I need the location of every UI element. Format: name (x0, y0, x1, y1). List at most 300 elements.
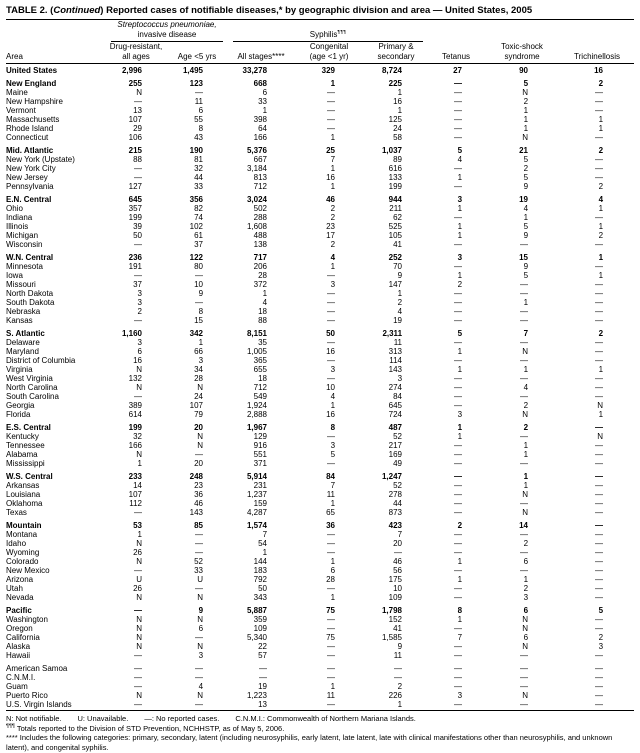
col-area: Area (6, 52, 106, 64)
area-cell: Michigan (6, 231, 39, 240)
value-cell: — (595, 664, 604, 673)
value-cell: — (595, 356, 604, 365)
value-cell: 2 (598, 329, 604, 338)
value-cell: N (136, 450, 142, 459)
table-row (6, 441, 634, 450)
value-cell: 4 (262, 298, 268, 307)
area-cell: Mountain (6, 521, 42, 530)
value-cell: 1,924 (246, 401, 268, 410)
value-cell: — (454, 450, 463, 459)
sub-header-row (6, 42, 634, 52)
value-cell: 52 (393, 432, 403, 441)
area-cell: Pacific (6, 606, 32, 615)
value-cell: 1 (457, 365, 463, 374)
value-cell: 2 (523, 97, 529, 106)
value-cell: — (327, 271, 336, 280)
value-cell: — (327, 548, 336, 557)
value-cell: 1 (397, 700, 403, 709)
area-cell: District of Columbia (6, 356, 76, 365)
value-cell: — (454, 338, 463, 347)
value-cell: 10 (393, 584, 403, 593)
value-cell: 226 (388, 691, 403, 700)
value-cell: — (520, 530, 529, 539)
area-cell: New Mexico (6, 566, 50, 575)
value-cell: — (195, 700, 204, 709)
value-cell: 191 (128, 262, 142, 271)
value-cell: 109 (388, 593, 403, 602)
value-cell: 7 (457, 633, 463, 642)
value-cell: 2,888 (246, 410, 268, 419)
value-cell: — (454, 240, 463, 249)
col-toxic-shock-line1: Toxic-shock (501, 42, 543, 51)
value-cell: — (134, 673, 142, 682)
value-cell: 5,914 (246, 472, 268, 481)
value-cell: 132 (128, 374, 142, 383)
footnote-allstages-mark: **** (6, 733, 18, 742)
col-all-stages (228, 52, 294, 64)
area-cell: Utah (6, 584, 23, 593)
table-row (6, 356, 634, 365)
area-cell: Wyoming (6, 548, 40, 557)
value-cell: 39 (133, 222, 142, 231)
value-cell: 143 (388, 365, 403, 374)
value-cell: — (520, 432, 529, 441)
value-cell: 74 (194, 213, 204, 222)
value-cell: 50 (326, 329, 336, 338)
value-cell: 107 (189, 401, 204, 410)
value-cell: — (595, 593, 604, 602)
value-cell: 37 (133, 280, 142, 289)
value-cell: 89 (393, 155, 403, 164)
value-cell: — (454, 124, 463, 133)
value-cell: — (454, 289, 463, 298)
value-cell: 2 (598, 231, 604, 240)
value-cell: 1 (457, 432, 463, 441)
value-cell: — (454, 624, 463, 633)
value-cell: 53 (133, 521, 142, 530)
value-cell: — (520, 499, 529, 508)
value-cell: — (454, 79, 463, 88)
value-cell: — (394, 673, 403, 682)
table-row (6, 262, 634, 271)
value-cell: 1,608 (246, 222, 268, 231)
value-cell: — (520, 392, 529, 401)
value-cell: 1 (598, 124, 604, 133)
value-cell: 88 (258, 316, 268, 325)
value-cell: N (522, 615, 529, 624)
value-cell: — (195, 664, 204, 673)
value-cell: N (197, 432, 204, 441)
value-cell: N (136, 642, 142, 651)
value-cell: 199 (128, 423, 142, 432)
value-cell: 551 (253, 450, 268, 459)
value-cell: 44 (393, 499, 403, 508)
value-cell: 50 (133, 231, 142, 240)
area-cell: South Carolina (6, 392, 59, 401)
area-cell: United States (6, 66, 58, 75)
value-cell: 106 (128, 133, 142, 142)
value-cell: — (595, 173, 604, 182)
value-cell: — (454, 539, 463, 548)
legend-no-reported-cases: —: No reported cases. (144, 714, 220, 723)
value-cell: 4 (457, 155, 463, 164)
value-cell: 502 (253, 204, 268, 213)
value-cell: 2,996 (121, 66, 142, 75)
footnote-syphilis-mark: ¶¶¶ (6, 723, 15, 729)
value-cell: 1 (523, 450, 529, 459)
value-cell: — (595, 459, 604, 468)
value-cell: 372 (253, 280, 268, 289)
value-cell: 357 (128, 204, 142, 213)
value-cell: — (195, 548, 204, 557)
value-cell: 123 (189, 79, 204, 88)
value-cell: — (454, 88, 463, 97)
value-cell: N (136, 691, 142, 700)
table-row (6, 280, 634, 289)
area-cell: Delaware (6, 338, 40, 347)
value-cell: — (595, 423, 604, 432)
value-cell: — (134, 651, 142, 660)
value-cell: 102 (189, 222, 204, 231)
table-row (6, 347, 634, 356)
value-cell: 712 (253, 182, 268, 191)
syphilis-group-label (233, 30, 423, 42)
col-congenital-line1: Congenital (309, 42, 349, 51)
value-cell: 8,724 (381, 66, 403, 75)
value-cell: — (595, 316, 604, 325)
value-cell: 1 (523, 298, 529, 307)
value-cell: 3,184 (246, 164, 268, 173)
area-cell: Massachusetts (6, 115, 60, 124)
table-row (6, 682, 634, 691)
value-cell: — (595, 441, 604, 450)
table-row (6, 231, 634, 240)
table-row (6, 401, 634, 410)
value-cell: 1 (330, 401, 336, 410)
value-cell: — (327, 664, 336, 673)
value-cell: 549 (253, 392, 268, 401)
value-cell: 3 (137, 289, 142, 298)
value-cell: — (454, 374, 463, 383)
value-cell: 4 (598, 195, 604, 204)
value-cell: 359 (253, 615, 268, 624)
value-cell: 231 (253, 481, 268, 490)
value-cell: 1 (457, 615, 463, 624)
footnote-syphilis-text: Totals reported to the Division of STD Prevention, NCHHSTP, as of May 5, 2006. (16, 723, 285, 733)
value-cell: N (597, 432, 604, 441)
value-cell: 1 (523, 115, 529, 124)
value-cell: N (136, 593, 142, 602)
value-cell: 6 (198, 106, 204, 115)
value-cell: 46 (194, 499, 204, 508)
value-cell: 525 (388, 222, 403, 231)
value-cell: N (136, 624, 142, 633)
area-cell: New York City (6, 164, 56, 173)
table-row (6, 490, 634, 499)
table-row (6, 642, 634, 651)
area-cell: Montana (6, 530, 38, 539)
value-cell: N (522, 88, 529, 97)
table-row (6, 106, 634, 115)
area-cell: Connecticut (6, 133, 49, 142)
value-cell: 1 (457, 347, 463, 356)
value-cell: 343 (253, 593, 268, 602)
value-cell: 616 (388, 164, 403, 173)
area-cell: Nevada (6, 593, 34, 602)
value-cell: — (134, 316, 142, 325)
value-cell: — (595, 347, 604, 356)
value-cell: 33 (194, 566, 204, 575)
value-cell: — (259, 673, 268, 682)
value-cell: — (195, 88, 204, 97)
value-cell: 5 (457, 329, 463, 338)
area-cell: New Jersey (6, 173, 48, 182)
value-cell: 1 (330, 133, 336, 142)
value-cell: 233 (128, 472, 142, 481)
value-cell: 20 (393, 539, 403, 548)
value-cell: — (195, 271, 204, 280)
value-cell: 398 (253, 115, 268, 124)
value-cell: 10 (326, 383, 336, 392)
value-cell: 16 (326, 347, 336, 356)
value-cell: N (197, 383, 204, 392)
value-cell: — (595, 88, 604, 97)
value-cell: 1 (457, 204, 463, 213)
value-cell: N (522, 642, 529, 651)
value-cell: 5,376 (246, 146, 268, 155)
value-cell: 8,151 (246, 329, 268, 338)
value-cell: N (522, 347, 529, 356)
value-cell: N (522, 133, 529, 142)
area-cell: Georgia (6, 401, 35, 410)
area-cell: Tennessee (6, 441, 45, 450)
value-cell: N (522, 691, 529, 700)
value-cell: 66 (194, 347, 204, 356)
value-cell: 1 (262, 106, 268, 115)
value-cell: — (595, 262, 604, 271)
table-row (6, 432, 634, 441)
value-cell: 9 (198, 289, 204, 298)
value-cell: 7 (330, 155, 336, 164)
area-cell: Ohio (6, 204, 23, 213)
table-row (6, 557, 634, 566)
value-cell: — (454, 700, 463, 709)
value-cell: — (595, 450, 604, 459)
value-cell: 24 (393, 124, 403, 133)
value-cell: — (520, 307, 529, 316)
area-cell: Kansas (6, 316, 33, 325)
value-cell: 6 (523, 633, 529, 642)
value-cell: — (595, 575, 604, 584)
value-cell: — (134, 664, 142, 673)
area-cell: S. Atlantic (6, 329, 45, 338)
value-cell: 3 (598, 642, 604, 651)
value-cell: N (597, 401, 604, 410)
table-row (6, 423, 634, 432)
value-cell: — (520, 682, 529, 691)
value-cell: — (595, 164, 604, 173)
footnotes (6, 710, 634, 752)
value-cell: 1 (457, 557, 463, 566)
legend-unavailable: U: Unavailable. (77, 714, 129, 723)
col-drug-resistant-line1: Drug-resistant, (109, 42, 163, 51)
value-cell: 1 (523, 472, 529, 481)
value-cell: 1 (457, 231, 463, 240)
value-cell: 1 (523, 481, 529, 490)
table-row (6, 124, 634, 133)
value-cell: — (327, 316, 336, 325)
value-cell: 944 (388, 195, 403, 204)
value-cell: 2 (598, 633, 604, 642)
value-cell: — (134, 173, 142, 182)
table-row (6, 499, 634, 508)
value-cell: 70 (393, 262, 403, 271)
value-cell: — (595, 374, 604, 383)
value-cell: 1 (397, 106, 403, 115)
value-cell: 712 (253, 383, 268, 392)
value-cell: 9 (523, 182, 529, 191)
value-cell: — (327, 700, 336, 709)
value-cell: — (520, 700, 529, 709)
table-row (6, 271, 634, 280)
value-cell: — (454, 642, 463, 651)
value-cell: 15 (519, 253, 529, 262)
value-cell: 2,311 (382, 329, 403, 338)
value-cell: — (595, 97, 604, 106)
value-cell: — (595, 566, 604, 575)
area-cell: Pennsylvania (6, 182, 54, 191)
value-cell: 109 (253, 624, 268, 633)
value-cell: 114 (389, 356, 403, 365)
value-cell: 9 (198, 606, 204, 615)
value-cell: — (595, 383, 604, 392)
value-cell: 2 (330, 204, 336, 213)
table-row (6, 633, 634, 642)
area-cell: South Dakota (6, 298, 55, 307)
value-cell: 2 (523, 423, 529, 432)
table-row (6, 97, 634, 106)
value-cell: 1 (330, 557, 336, 566)
table-row (6, 146, 634, 155)
value-cell: 916 (253, 441, 268, 450)
table-row (6, 222, 634, 231)
value-cell: — (195, 530, 204, 539)
value-cell: — (327, 539, 336, 548)
area-cell: Maine (6, 88, 28, 97)
table-row (6, 459, 634, 468)
value-cell: 6 (523, 606, 529, 615)
value-cell: — (520, 240, 529, 249)
value-cell: 22 (258, 642, 268, 651)
value-cell: 199 (388, 182, 403, 191)
value-cell: 655 (253, 365, 268, 374)
value-cell: 166 (128, 441, 142, 450)
col-tetanus: Tetanus (428, 52, 484, 64)
value-cell: 9 (397, 271, 403, 280)
value-cell: — (520, 289, 529, 298)
value-cell: 1,005 (246, 347, 268, 356)
value-cell: — (134, 566, 142, 575)
table-row (6, 410, 634, 419)
footnote-allstages (6, 733, 634, 752)
footnote-syphilis (6, 724, 634, 734)
table-row (6, 700, 634, 709)
value-cell: N (197, 615, 204, 624)
value-cell: — (195, 673, 204, 682)
value-cell: 19 (393, 316, 403, 325)
value-cell: 11 (393, 651, 403, 660)
value-cell: — (327, 88, 336, 97)
value-cell: — (327, 307, 336, 316)
value-cell: — (327, 106, 336, 115)
value-cell: 44 (194, 173, 204, 182)
value-cell: 34 (194, 365, 204, 374)
value-cell: 127 (128, 182, 142, 191)
value-cell: 11 (194, 97, 204, 106)
value-cell: 2 (330, 213, 336, 222)
value-cell: 2 (598, 182, 604, 191)
group-header-row-1 (6, 20, 634, 30)
area-cell: Hawaii (6, 651, 31, 660)
value-cell: 41 (393, 624, 403, 633)
value-cell: — (134, 606, 142, 615)
value-cell: 1,574 (246, 521, 268, 530)
area-cell: Virginia (6, 365, 33, 374)
value-cell: — (454, 213, 463, 222)
col-primary-secondary-line1: Primary & (378, 42, 414, 51)
table-row (6, 115, 634, 124)
area-cell: Indiana (6, 213, 33, 222)
table-row (6, 329, 634, 338)
value-cell: 13 (258, 700, 268, 709)
col-trichinellosis: Trichinellosis (560, 52, 634, 64)
value-cell: N (136, 633, 142, 642)
value-cell: — (327, 124, 336, 133)
value-cell: 1 (523, 365, 529, 374)
value-cell: — (595, 615, 604, 624)
value-cell: 19 (519, 195, 529, 204)
value-cell: — (195, 298, 204, 307)
value-cell: — (454, 481, 463, 490)
value-cell: 1 (598, 253, 604, 262)
value-cell: 1 (198, 338, 204, 347)
value-cell: — (520, 651, 529, 660)
col-toxic-shock-line2: syndrome (484, 52, 560, 64)
value-cell: 18 (258, 374, 268, 383)
value-cell: — (595, 539, 604, 548)
value-cell: 36 (194, 490, 204, 499)
value-cell: 190 (189, 146, 204, 155)
value-cell: 4 (330, 392, 336, 401)
value-cell: 1 (523, 441, 529, 450)
value-cell: — (327, 673, 336, 682)
value-cell: 1 (330, 262, 336, 271)
value-cell: 1 (330, 499, 336, 508)
value-cell: 5 (457, 146, 463, 155)
value-cell: — (595, 213, 604, 222)
value-cell: 32 (133, 432, 142, 441)
value-cell: 52 (194, 557, 204, 566)
value-cell: 225 (388, 79, 403, 88)
value-cell: 3,024 (246, 195, 268, 204)
notifiable-diseases-table (6, 20, 634, 709)
value-cell: 873 (388, 508, 403, 517)
area-cell: Arizona (6, 575, 34, 584)
value-cell: — (195, 584, 204, 593)
area-cell: Minnesota (6, 262, 43, 271)
value-cell: 288 (253, 213, 268, 222)
value-cell: 1 (598, 410, 604, 419)
